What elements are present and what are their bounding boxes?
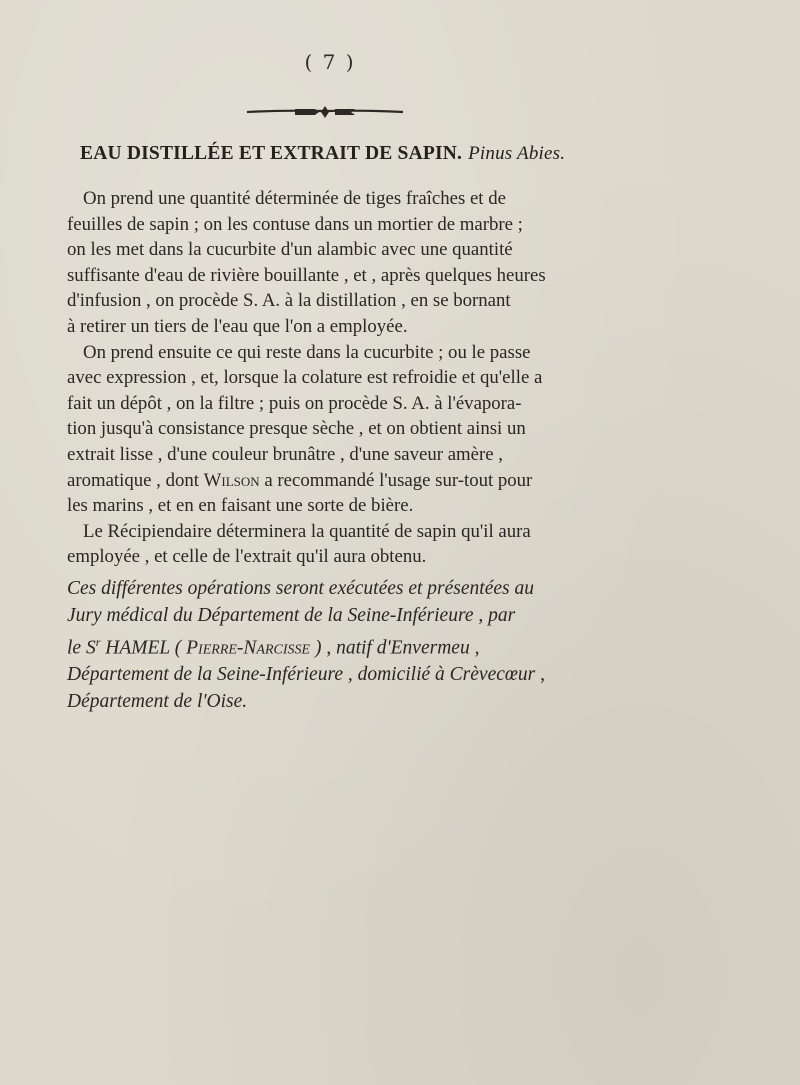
closing-line: Ces différentes opérations seront exécutées et présentées au xyxy=(67,578,534,599)
line-text-after: a recommandé l'usage sur-tout pour xyxy=(259,469,533,491)
closing-statement xyxy=(67,576,607,715)
paragraph-line: employée , et celle de l'extrait qu'il aura obtenu. xyxy=(67,546,427,568)
paragraph-line: on les met dans la cucurbite d'un alambic avec une quantité xyxy=(67,239,513,261)
page-number: ( 7 ) xyxy=(304,50,356,74)
line-text-before: aromatique , dont xyxy=(67,469,204,491)
candidate-given-names: ( Pierre-Narcisse ) xyxy=(174,637,322,659)
paragraph-line: On prend ensuite ce qui reste dans la cucurbite ; ou le passe xyxy=(83,341,531,363)
candidate-surname: HAMEL xyxy=(100,637,175,659)
heading-latin-name: Pinus Abies. xyxy=(468,143,566,164)
body-text xyxy=(67,186,597,570)
closing-superscript: r xyxy=(95,635,101,649)
paragraph-line: avec expression , et, lorsque la colature est refroidie et qu'elle a xyxy=(67,367,543,389)
paragraph-line: Le Récipiendaire déterminera la quantité de sapin qu'il aura xyxy=(83,520,531,542)
closing-line: Département de l'Oise. xyxy=(67,690,248,712)
person-name-wilson: Wilson xyxy=(203,469,260,491)
paragraph-line: les marins , et en en faisant une sorte de bière. xyxy=(67,495,414,517)
paragraph-2 xyxy=(67,340,597,519)
paragraph-3 xyxy=(67,519,597,570)
paragraph-line: à retirer un tiers de l'eau que l'on a employée. xyxy=(67,315,408,337)
paragraph-line: extrait lisse , d'une couleur brunâtre , d'une saveur amère , xyxy=(67,443,503,465)
closing-line-with-name xyxy=(67,629,607,662)
closing-line: Jury médical du Département de la Seine-Inférieure , par xyxy=(67,604,516,626)
decorative-rule-ornament xyxy=(245,104,405,120)
paragraph-line: feuilles de sapin ; on les contuse dans un mortier de marbre ; xyxy=(67,213,523,235)
paragraph-line: On prend une quantité déterminée de tiges fraîches et de xyxy=(83,188,506,209)
heading-title: EAU DISTILLÉE ET EXTRAIT DE SAPIN. xyxy=(80,143,463,164)
paragraph-line: tion jusqu'à consistance presque sèche , et on obtient ainsi un xyxy=(67,418,526,440)
paragraph-1 xyxy=(83,186,597,212)
closing-suffix: , natif d'Envermeu , xyxy=(321,637,480,659)
paragraph-1-continued xyxy=(67,212,597,340)
section-heading xyxy=(80,143,700,165)
closing-prefix: le S xyxy=(67,637,96,659)
paragraph-line: fait un dépôt , on la filtre ; puis on procède S. A. à l'évapora- xyxy=(67,392,522,414)
paragraph-line: d'infusion , on procède S. A. à la distillation , en se bornant xyxy=(67,290,511,312)
paragraph-line: suffisante d'eau de rivière bouillante , et , après quelques heures xyxy=(67,264,546,286)
closing-line: Département de la Seine-Inférieure , domicilié à Crèvecœur , xyxy=(67,664,545,685)
paragraph-line-with-name xyxy=(67,468,597,494)
